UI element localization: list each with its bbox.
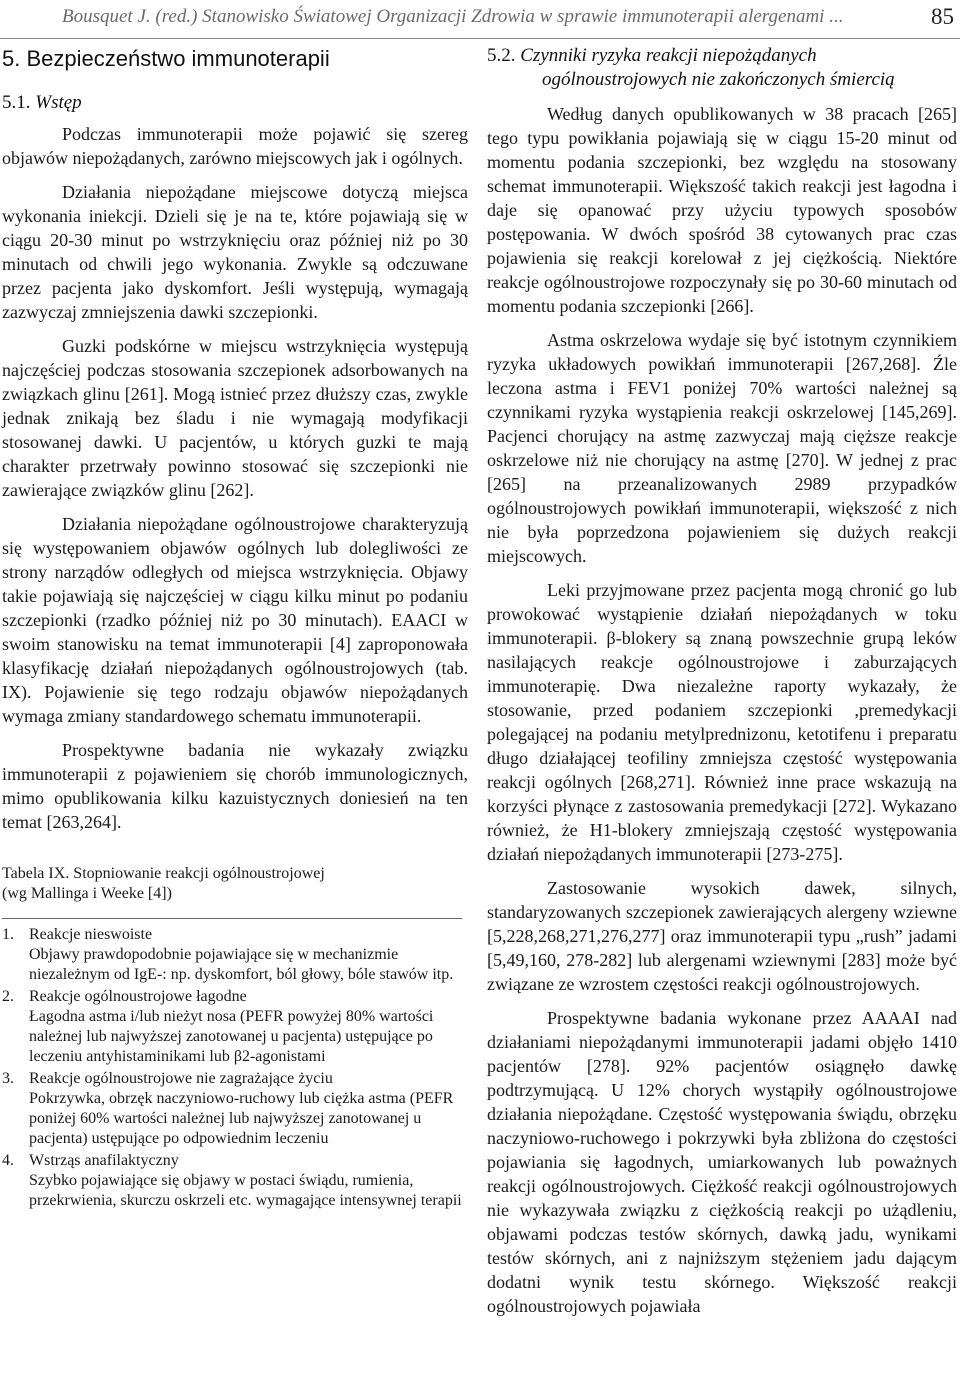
item-number: 2. <box>2 988 14 1005</box>
item-number: 4. <box>2 1152 14 1169</box>
paragraph: Według danych opublikowanych w 38 pracach [265] tego typu powikłania pojawiają się w ciągu 15-20 minut od momentu podania szczepionki, bez względu na stosowany schemat immunoterapii. Większość takich reakcji jest łagodna i daje się opanować przy użyciu typowych sposobów postępowania. W dwóch spośród 38 cytowanych prac czas pojawienia się reakcji korelował z jej ciężkością. Niektóre reakcje ogólnoustrojowe rozpoczynały się po 30-60 minutach od momentu podania szczepionki [266]. <box>487 104 957 316</box>
item-description: Objawy prawdopodobnie pojawiające się w mechanizmie niezależnym od IgE-: np. dyskomfort, ból głowy, bóle stawów itp. <box>29 946 454 983</box>
table-rule <box>2 918 462 919</box>
table-caption-line: (wg Mallinga i Weeke [4]) <box>2 885 172 902</box>
item-title: Reakcje ogólnoustrojowe łagodne <box>29 988 247 1005</box>
table-caption <box>2 864 468 904</box>
list-item <box>2 987 468 1067</box>
paragraph: Zastosowanie wysokich dawek, silnych, standaryzowanych szczepionek zawierających alergeny wziewne [5,228,268,271,276,277] oraz immunoterapii typu „rush” jadami [5,49,160, 278-282] lub alergenami wziewnymi [283] może być związane ze wzrostem częstości reakcji ogólnoustrojowych. <box>487 878 957 994</box>
page-number: 85 <box>931 4 954 29</box>
item-description: Szybko pojawiające się objawy w postaci świądu, rumienia, przekrwienia, skurczu oskrzeli etc. wymagające intensywnej terapii <box>29 1172 462 1209</box>
paragraph: Prospektywne badania nie wykazały związku immunoterapii z pojawieniem się chorób immunologicznych, mimo opublikowania kilku kazuistycznych doniesień na ten temat [263,264]. <box>2 740 468 832</box>
paragraph: Leki przyjmowane przez pacjenta mogą chronić go lub prowokować wystąpienie działań niepożądanych w toku immunoterapii. β-blokery są znaną powszechnie grupą leków nasilających reakcje ogólnoustrojowe i zaburzających immunoterapię. Dwa niezależne raporty wykazały, że stosowanie, przed podaniem szczepionki ,premedykacji polegającej na podaniu metylprednizonu, ketotifenu i preparatu długo działającej teofiliny zmniejsza częstość występowania reakcji ogólnych [268,271]. Również inne prace wskazują na korzyści płynące z zastosowania premedykacji [272]. Wykazano również, że H1-blokery zmniejszają częstość występowania działań niepożądanych immunoterapii [273-275]. <box>487 580 957 864</box>
paragraph: Guzki podskórne w miejscu wstrzyknięcia występują najczęściej podczas stosowania szczepionek adsorbowanych na związkach glinu [261]. Mogą istnieć przez dłuższy czas, zwykle jednak znikają bez śladu i nie wymagają modyfikacji stosowanej dawki. U pacjentów, u których guzki te mają charakter przetrwały powinno stosować się szczepionki nie zawierające związków glinu [262]. <box>2 336 468 500</box>
table-caption-line: Tabela IX. Stopniowanie reakcji ogólnoustrojowej <box>2 865 325 882</box>
item-description: Pokrzywka, obrzęk naczyniowo-ruchowy lub ciężka astma (PEFR poniżej 60% wartości należnej lub najwyższej zanotowanej u pacjenta) ustępujące po odpowiednim leczeniu <box>29 1090 454 1147</box>
left-column <box>2 40 468 1213</box>
item-title: Wstrząs anafilaktyczny <box>29 1152 179 1169</box>
item-title: Reakcje nieswoiste <box>29 926 153 943</box>
reaction-grade-list <box>2 925 468 1211</box>
list-item <box>2 1069 468 1149</box>
paragraph: Prospektywne badania wykonane przez AAAAI nad działaniami niepożądanymi immunoterapii jadami objęło 1410 pacjentów [278]. 92% pacjentów osiągnęło dawkę podtrzymującą. U 12% chorych wystąpiły ogólnoustrojowe działania niepożądane. Częstość występowania świądu, obrzęku naczyniowo-ruchowego i pokrzywki była zbliżona do częstości pojawiania się łagodnych, umiarkowanych lub poważnych reakcji ogólnoustrojowych. Ciężkość reakcji ogólnoustrojowych nie wykazywała związku z ciężkością reakcji po użądleniu, objawami podczas testów skórnych, dawką jadu, wynikami testów skórnych, ani z najniższym stężeniem jadu dającym dodatni wynik testu skórnego. Większość reakcji ogólnoustrojowych pojawiała <box>487 1008 957 1316</box>
subsection-title-line: Czynniki ryzyka reakcji niepożądanych <box>520 45 817 66</box>
item-description: Łagodna astma i/lub nieżyt nosa (PEFR powyżej 80% wartości należnej lub najwyższej zanotowanej u pacjenta) ustępujące po leczeniu antyhistaminikami lub β2-agonistami <box>29 1008 434 1065</box>
paragraph: Działania niepożądane ogólnoustrojowe charakteryzują się występowaniem objawów ogólnych lub dolegliwości ze strony narządów odległych od miejsca wstrzyknięcia. Objawy takie pojawiają się najczęściej w ciągu kilku minut po podaniu szczepionki (rzadko później niż po 30 minutach). EAACI w swoim stanowisku na temat immunoterapii [4] zaproponowała klasyfikację działań niepożądanych ogólnoustrojowych (tab. IX). Pojawienie się tego rodzaju objawów niepożądanych wymaga zmiany standardowego schematu immunoterapii. <box>2 514 468 726</box>
list-item <box>2 1151 468 1211</box>
subsection-heading-wstep <box>2 92 468 114</box>
paragraph: Podczas immunoterapii może pojawić się szereg objawów niepożądanych, zarówno miejscowych jak i ogólnych. <box>2 124 468 168</box>
paragraph: Działania niepożądane miejscowe dotyczą miejsca wykonania iniekcji. Dzieli się je na te, które pojawiają się w ciągu 20-30 minut po wstrzyknięciu oraz później niż po 30 minutach od chwili jego wykonania. Zwykle są odczuwane przez pacjenta jako dyskomfort. Jeśli występują, wymagają zazwyczaj zmniejszenia dawki szczepionki. <box>2 182 468 322</box>
subsection-number: 5.2. <box>487 45 516 66</box>
list-item <box>2 925 468 985</box>
paragraph: Astma oskrzelowa wydaje się być istotnym czynnikiem ryzyka układowych powikłań immunoterapii [267,268]. Źle leczona astma i FEV1 poniżej 70% wartości należnej są czynnikami ryzyka wystąpienia reakcji oskrzelowej [145,269]. Pacjenci chorujący na astmę zazwyczaj mają cięższe reakcje oskrzelowe niż nie chorujący na astmę [270]. W jednej z prac [265] na przeanalizowanych 2989 przypadków ogólnoustrojowych powikłań immunoterapii, większość z nich nie była poprzedzona pojawieniem się dużych reakcji miejscowych. <box>487 330 957 566</box>
item-number: 3. <box>2 1070 14 1087</box>
item-title: Reakcje ogólnoustrojowe nie zagrażające życiu <box>29 1070 333 1087</box>
right-column <box>487 40 957 1328</box>
running-title: Bousquet J. (red.) Stanowisko Światowej Organizacji Zdrowia w sprawie immunoterapii alergenami ... <box>62 6 844 27</box>
subsection-title-line: ogólnoustrojowych nie zakończonych śmiercią <box>542 69 895 90</box>
subsection-number: 5.1. <box>2 92 31 113</box>
subsection-heading-risk-factors <box>487 44 957 92</box>
header-rule <box>0 38 960 39</box>
section-title: 5. Bezpieczeństwo immunoterapii <box>2 46 330 71</box>
running-header <box>0 0 960 40</box>
item-number: 1. <box>2 926 14 943</box>
subsection-title: Wstęp <box>35 92 82 113</box>
